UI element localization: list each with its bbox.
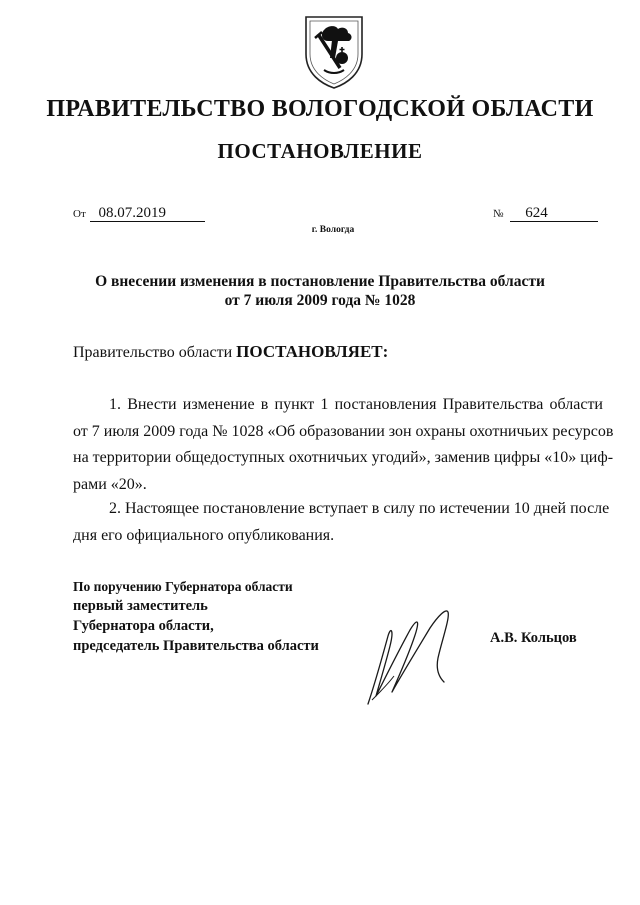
signer-name: А.В. Кольцов	[490, 630, 577, 646]
decree-lead: Правительство области	[73, 344, 233, 361]
paragraph-1-line: рами «20».	[73, 475, 147, 493]
paragraph-1-line: на территории общедоступных охотничьих угодий», заменив цифры «10» циф-	[73, 449, 614, 466]
city-label: г. Вологда	[311, 225, 355, 235]
coat-of-arms-emblem	[302, 14, 366, 90]
decree-keyword: ПОСТАНОВЛЯЕТ:	[236, 342, 389, 361]
signatory-line-3: Губернатора области,	[73, 618, 214, 634]
paragraph-1-line: от 7 июля 2009 года № 1028 «Об образовании зон охраны охотничьих ресурсов	[73, 422, 614, 440]
document-number: 624	[510, 205, 598, 222]
document-date: 08.07.2019	[90, 205, 205, 222]
document-date-row	[73, 205, 205, 222]
document-type-title: ПОСТАНОВЛЕНИЕ	[217, 139, 423, 163]
signatory-line-1: По поручению Губернатора области	[73, 579, 293, 594]
signatory-line-4: председатель Правительства области	[73, 638, 319, 654]
signatory-position-block	[73, 578, 319, 656]
paragraph-1-line: 1. Внести изменение в пункт 1 постановления Правительства области	[109, 396, 603, 413]
signatory-line-2: первый заместитель	[73, 598, 208, 614]
paragraph-2-line: 2. Настоящее постановление вступает в силу по истечении 10 дней после	[109, 500, 610, 517]
government-title: ПРАВИТЕЛЬСТВО ВОЛОГОДСКОЙ ОБЛАСТИ	[46, 96, 594, 122]
paragraph-1	[73, 392, 614, 498]
paragraph-2-line: дня его официального опубликования.	[73, 526, 335, 544]
date-prefix-label: От	[73, 208, 86, 220]
document-subject	[80, 272, 560, 310]
paragraph-2	[73, 496, 610, 549]
document-number-row	[493, 205, 598, 222]
subject-line-2: от 7 июля 2009 года № 1028	[224, 292, 416, 309]
number-prefix-label: №	[493, 208, 504, 220]
decree-statement	[73, 342, 388, 362]
subject-line-1: О внесении изменения в постановление Правительства области	[95, 273, 545, 290]
handwritten-signature	[358, 596, 468, 711]
